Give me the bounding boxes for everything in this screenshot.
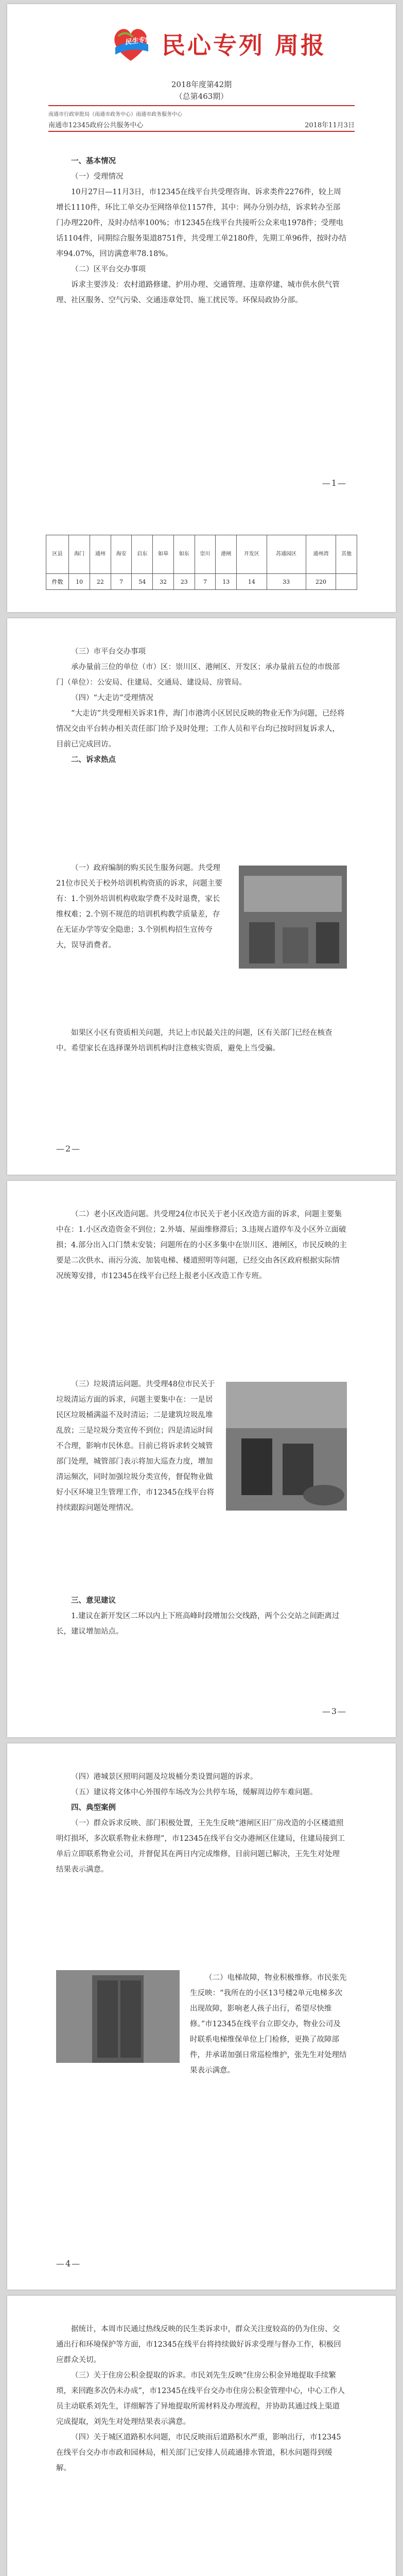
paragraph: 如果区小区有资质相关问题，共记上市民最关注的问题，区有关部门已经在核查中。希望家长在选择课外培训机构时注意核实资质，避免上当受骗。 — [56, 1029, 332, 1053]
sponsors: 南通市行政审批局（南通市政务中心）南通市政务服务中心 — [48, 112, 182, 117]
page-2 — [7, 618, 396, 1175]
table-cell: 33 — [267, 574, 306, 590]
section-city — [56, 644, 347, 768]
subheading: （四）“大走访”受理情况 — [71, 694, 153, 702]
issue-number: 2018年度第42期 — [171, 80, 232, 89]
publisher: 南通市12345政府公共服务中心 — [48, 122, 144, 129]
table-header-cell: 海安 — [111, 535, 132, 574]
table-header-cell: 通州湾 — [306, 535, 336, 574]
paragraph: （二）电梯故障，物业积极维修。市民张先生反映：“我所在的小区13号楼2单元电梯多次出现故障，影响老人孩子出行，希望尽快维修。”市12345在线平台立即交办，物业公司及时联系电梯维保单位上门检修，更换了故障部件，并承诺加强日常巡检维护，张先生对处理结果表示满意。 — [190, 1974, 347, 2075]
paragraph: （一）群众诉求反映、部门积极处置，王先生反映“港闸区旧厂房改造的小区楼道照明灯损坏，多次联系物业未修理”，市12345在线平台交办港闸区住建局，住建局接到工单后立即联系物业公司，并督促其在两日内完成维修，目前问题已解决，王先生对处理结果表示满意。 — [56, 1819, 345, 1874]
table-cell: 32 — [153, 574, 174, 590]
heading: 三、意见建议 — [71, 1597, 116, 1605]
table-cell: 14 — [237, 574, 267, 590]
subheading: （三）市平台交办事项 — [71, 648, 146, 656]
table-cell: 件数 — [46, 574, 69, 590]
table-header-cell: 苏通园区 — [267, 535, 306, 574]
page-3 — [7, 1181, 396, 1737]
divider — [48, 131, 355, 132]
training-photo — [239, 866, 347, 969]
section-advice — [56, 1593, 347, 1639]
stats-table — [46, 535, 357, 590]
paragraph: 据统计，本周市民通过热线反映的民生类诉求中，群众关注度较高的仍为住房、交通出行和环境保护等方面，市12345在线平台将持续做好诉求受理与督办工作，积极回应群众关切。 — [56, 2325, 341, 2364]
section-case-2 — [190, 1970, 347, 2078]
section-old-community — [56, 1207, 347, 1284]
paragraph: （四）关于城区道路积水问题，市民反映雨后道路积水严重，影响出行，市12345在线平台交办市市政和园林局，相关部门已安排人员疏通排水管道，积水问题得到缓解。 — [56, 2433, 341, 2472]
section-summary — [56, 2321, 347, 2476]
paragraph: （一）政府编制的购买民生服务问题。共受理21位市民关于校外培训机构资质的诉求，问题主要有：1.个别外培训机构收取学费不及时退费，家长维权难；2.个别不规范的培训机构教学质量差，存在无证办学等安全隐患；3.个别机构招生宣传夸大，误导消费者。 — [56, 864, 222, 950]
paragraph: 10月27日—11月3日，市12345在线平台共受理咨询、诉求类件2276件，较上周增长1110件，环比工单交办至网络单位1157件，其中：网办分别办结，诉求转办至部门办理220件，及时办结率100%；市12345在线平台共接听公众来电1978件；受理电话1104件，同期综合服务渠道8751件，共受理工单2180件，先期工单96件，按时办结率94.07%，回访满意率78.18%。 — [56, 188, 347, 258]
page-4 — [7, 1743, 396, 2290]
section-garbage — [56, 1377, 216, 1516]
table-cell: 7 — [111, 574, 132, 590]
paragraph: （三）关于住房公积金提取的诉求。市民刘先生反映“住房公积金异地提取手续繁琐，来回跑多次仍未办成”，市12345在线平台交办市住房公积金管理中心，中心工作人员主动联系刘先生，详细解答了异地提取所需材料及办理流程，并协助其通过线上渠道完成提取，刘先生对处理结果表示满意。 — [56, 2371, 345, 2426]
issue-total: （总第463期） — [174, 92, 229, 101]
page-number: —3— — [322, 1706, 347, 1716]
photo-image-icon — [239, 866, 347, 969]
table-cell: 22 — [90, 574, 111, 590]
table-header-row — [46, 535, 357, 574]
elevator-photo — [56, 1970, 180, 2063]
table-header-cell: 海门 — [69, 535, 90, 574]
table-row — [46, 574, 357, 590]
heading: 四、典型案例 — [71, 1804, 116, 1812]
paragraph: （三）垃圾清运问题。共受理48位市民关于垃圾清运方面的诉求，问题主要集中在：一是居民区垃圾桶满溢不及时清运；二是建筑垃圾乱堆乱放；三是垃圾分类宣传不到位；四是清运时间不合理，影响市民休息。目前已将诉求转交城管部门处理，城管部门表示将加大巡查力度，增加清运频次，同时加强垃圾分类宣传，督促物业做好小区环境卫生管理工作，市12345在线平台将持续跟踪问题处理情况。 — [56, 1380, 215, 1512]
paragraph: （二）老小区改造问题。共受理24位市民关于老小区改造方面的诉求，问题主要集中在：1.小区改造资金不到位；2.外墙、屋面维修滞后；3.违规占道停车及小区外立面破损；4.部分出入口门禁未安装；问题所在的小区多集中在崇川区、港闸区，市民反映的主要是二次供水、雨污分流、加装电梯、楼道照明等问题，已经交由各区政府根据实际情况统筹安排，市12345在线平台已经上报老小区改造工作专班。 — [56, 1210, 347, 1280]
table-header-cell: 港闸 — [216, 535, 237, 574]
table-cell — [336, 574, 357, 590]
paragraph: 承办量前三位的单位（市）区：崇川区、港闸区、开发区；承办量前五位的市级部门（单位）：公安局、住建局、交通局、建设局、房管局。 — [56, 663, 340, 687]
page-5 — [7, 2296, 396, 2576]
table-header-cell: 开发区 — [237, 535, 267, 574]
table-cell: 54 — [132, 574, 153, 590]
section-suggestions — [56, 1769, 347, 1877]
photo-image-icon — [226, 1382, 347, 1511]
table-cell: 23 — [173, 574, 195, 590]
page-number: —2— — [56, 1144, 81, 1154]
paragraph: （五）建议将文体中心外围停车场改为公共停车场，缓解周边停车难问题。 — [71, 1788, 318, 1797]
paragraph: 1.建议在新开发区二环以内上下班高峰时段增加公交线路，两个公交站之间距离过长，建议增加站点。 — [56, 1612, 340, 1636]
heading: 一、基本情况 — [71, 157, 116, 165]
table-header-cell: 如东 — [173, 535, 195, 574]
masthead — [7, 20, 396, 81]
publish-date: 2018年11月3日 — [305, 122, 355, 129]
paragraph: “大走访”共受理相关诉求1件，海门市港湾小区居民反映的物业无作为问题，已经将情况交由平台转办相关责任部门给予及时处理；工作人员和平台均已按时回复诉求人，目前已完成回访。 — [56, 709, 345, 749]
photo-image-icon — [56, 1970, 180, 2063]
table-header-cell: 其他 — [336, 535, 357, 574]
table-cell: 220 — [306, 574, 336, 590]
table-cell: 13 — [216, 574, 237, 590]
page-title: 民心专列 周报 — [162, 31, 327, 59]
table-cell: 7 — [195, 574, 216, 590]
paragraph: 诉求主要涉及：农村道路修建、护用办理、交通管理、违章停建、城市供水供气管理、社区服务、空气污染、交通违章处罚、施工扰民等。环保局政协分部。 — [56, 281, 340, 304]
section-basic — [56, 154, 347, 308]
section-hot-2 — [56, 1025, 347, 1056]
publisher-line — [48, 120, 355, 129]
heading: 二、诉求热点 — [71, 756, 116, 764]
garbage-photo — [226, 1382, 347, 1511]
paragraph: （四）港城景区照明问题及垃圾桶分类设置问题的诉求。 — [71, 1773, 258, 1781]
table-header-cell: 崇川 — [195, 535, 216, 574]
table-header-cell: 如皋 — [153, 535, 174, 574]
divider — [48, 105, 355, 106]
table-cell: 10 — [69, 574, 90, 590]
page-number: —1— — [322, 478, 347, 488]
subheading: （一）受理情况 — [71, 173, 124, 181]
table-header-cell: 通州 — [90, 535, 111, 574]
page-1 — [7, 4, 396, 612]
section-hot — [56, 860, 226, 953]
subheading: （二）区平台交办事项 — [71, 265, 146, 274]
table-header-cell: 区县 — [46, 535, 69, 574]
table-header-cell: 启东 — [132, 535, 153, 574]
logo-text: 民生专线 — [124, 35, 152, 46]
page-number: —4— — [56, 2259, 81, 2268]
